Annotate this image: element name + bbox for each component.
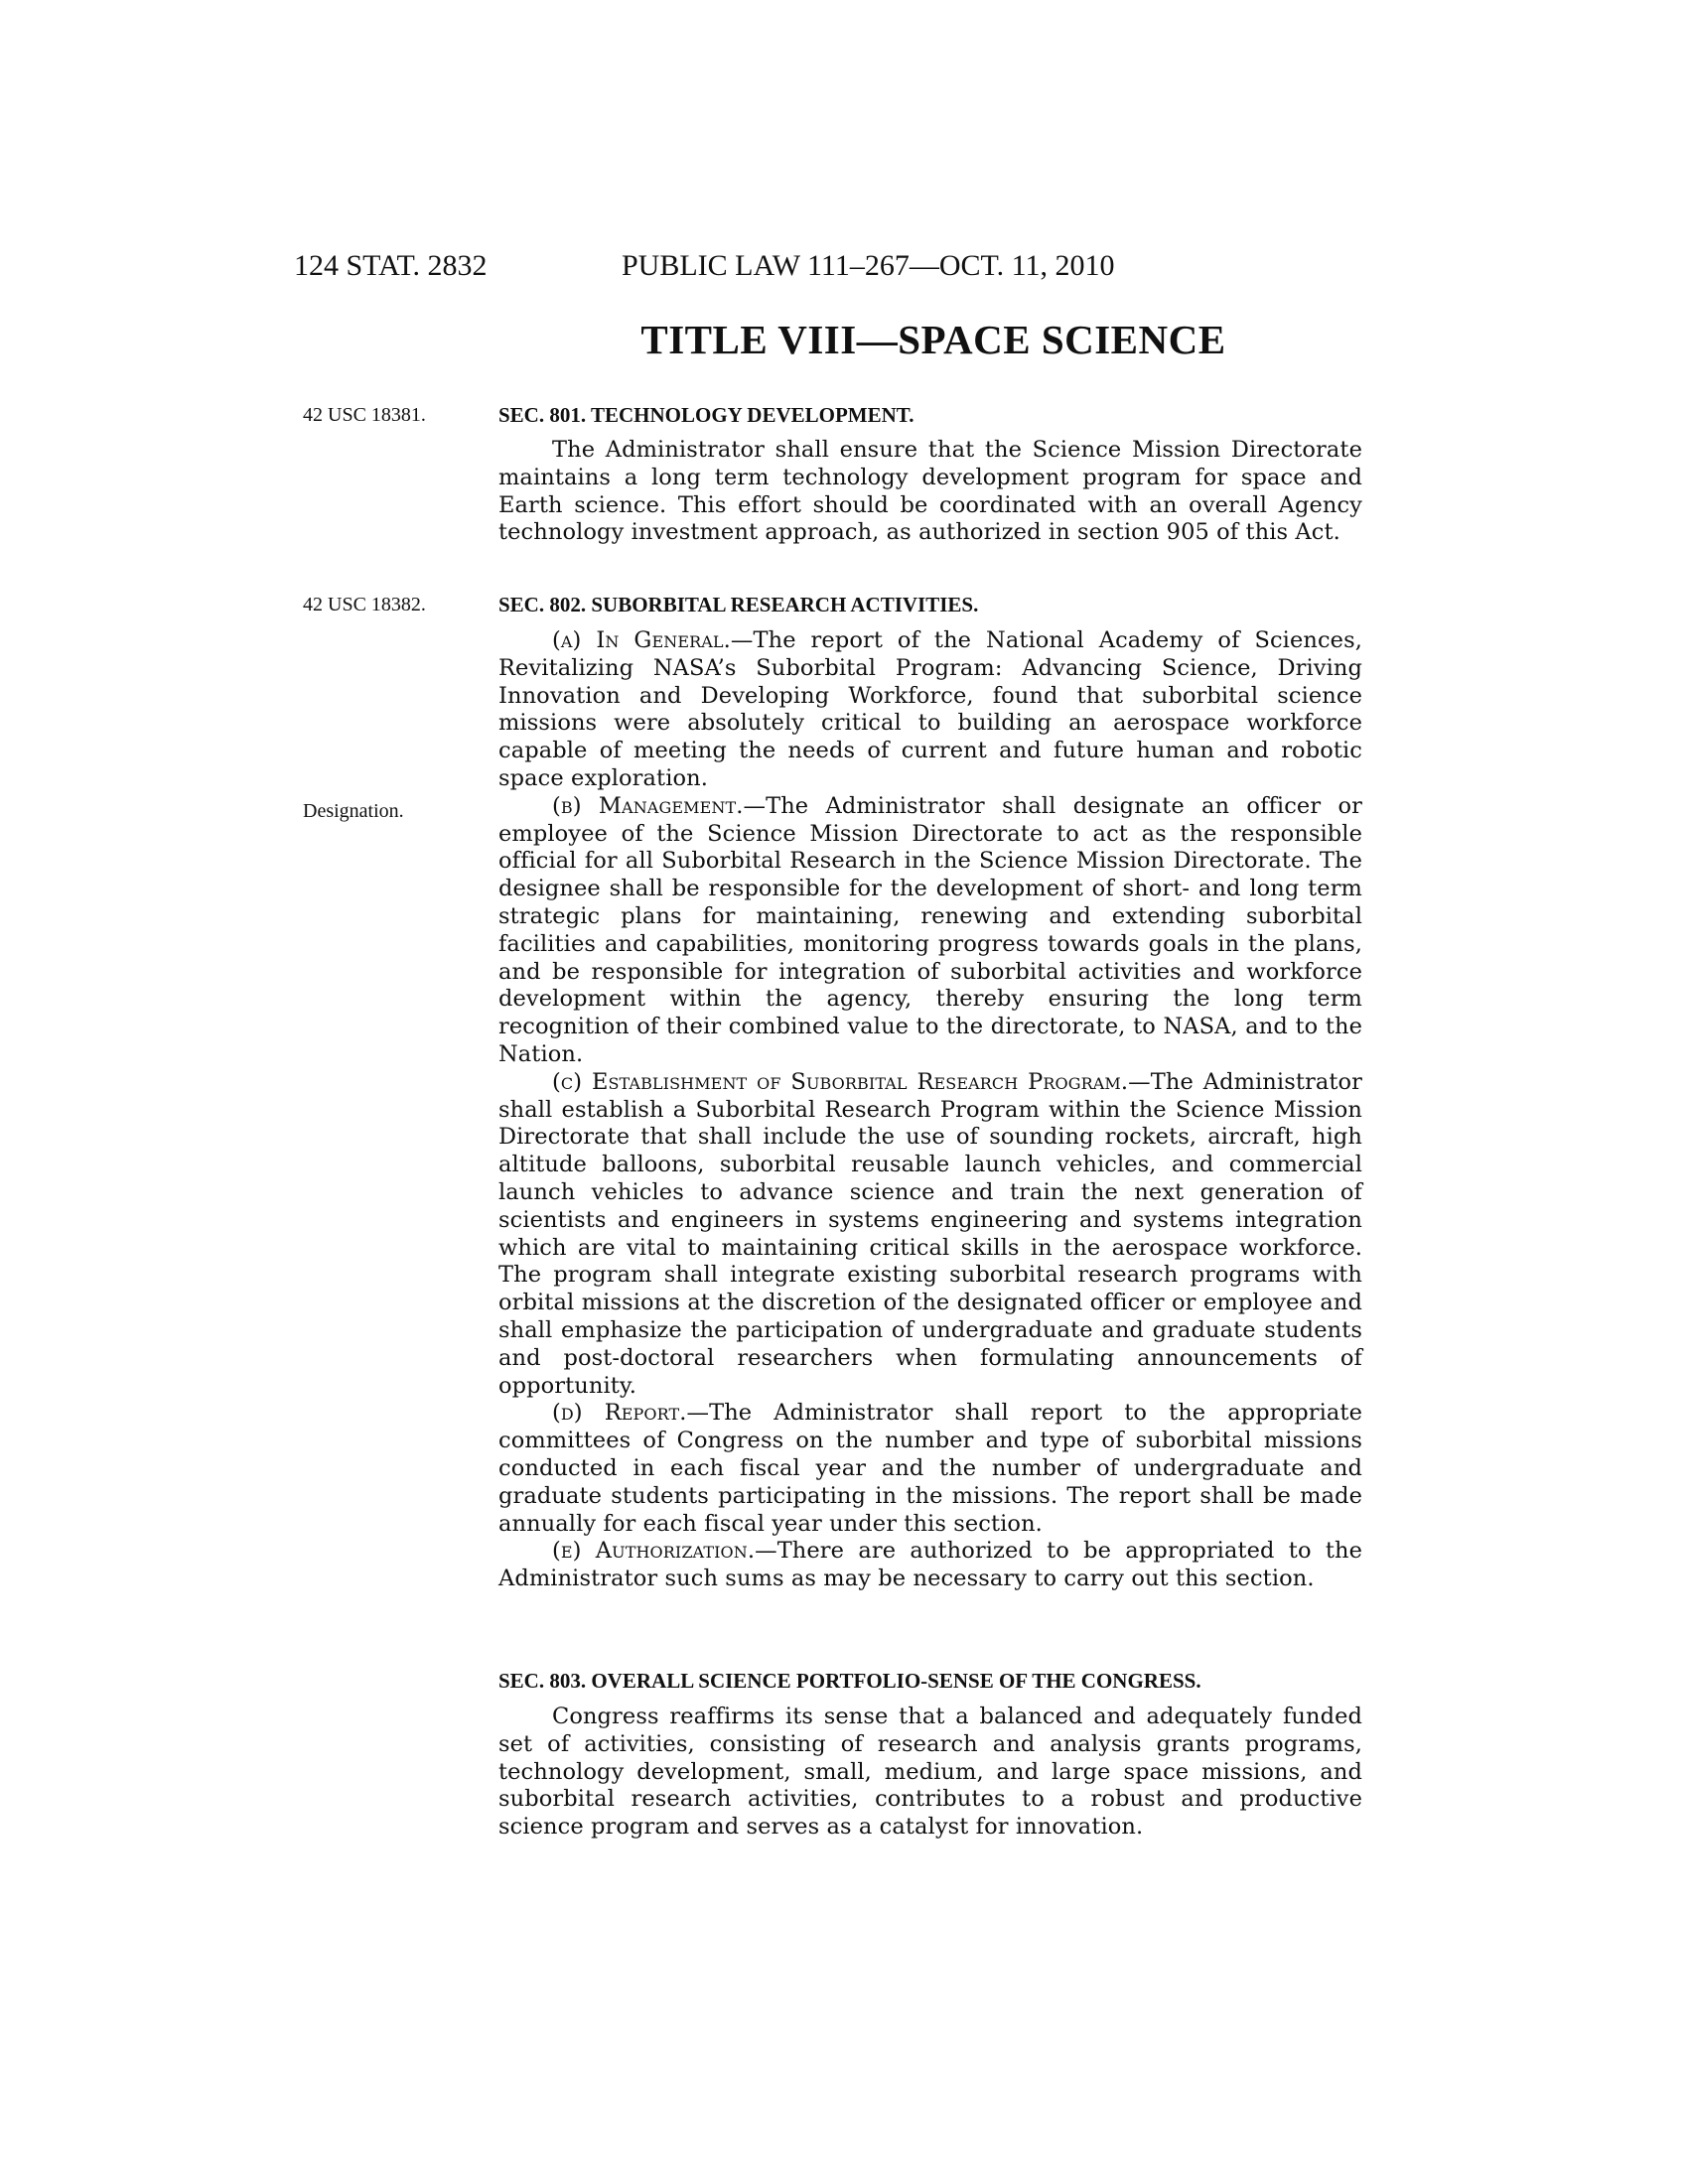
margin-note-usc-18381: 42 USC 18381. <box>303 404 426 426</box>
subsection-a <box>498 627 1362 793</box>
margin-note-usc-18382: 42 USC 18382. <box>303 594 426 615</box>
subsection-c-label: (c) Establishment of Suborbital Research Program.— <box>552 1068 1151 1095</box>
section-802-body <box>498 627 1362 1593</box>
margin-note-designation: Designation. <box>303 800 404 822</box>
subsection-c <box>498 1069 1362 1401</box>
subsection-b-text: The Administrator shall designate an officer or employee of the Science Mission Directorate to act as the responsible official for all Suborbital Research in the Science Mission Directorate. The designee shall be responsible for the development of short- and long term strategic plans for maintaining, renewing and extending suborbital facilities and capabilities, monitoring progress towards goals in the plans, and be responsible for integration of suborbital activities and workforce development within the agency, thereby ensuring the long term recognition of their combined value to the directorate, to NASA, and to the Nation. <box>498 792 1362 1067</box>
subsection-e-label: (e) Authorization.— <box>552 1538 777 1565</box>
subsection-a-label: (a) In General.— <box>552 627 754 653</box>
subsection-e-text: There are authorized to be appropriated to the Administrator such sums as may be necessary to carry out this section. <box>498 1538 1362 1592</box>
public-law-reference: PUBLIC LAW 111–267—OCT. 11, 2010 <box>622 249 1115 282</box>
subsection-d-label: (d) Report.— <box>552 1400 710 1427</box>
section-802-heading: SEC. 802. SUBORBITAL RESEARCH ACTIVITIES. <box>498 593 979 616</box>
subsection-b-label: (b) Management.— <box>552 792 767 819</box>
section-801-paragraph: The Administrator shall ensure that the Science Mission Directorate maintains a long term technology development program for space and Earth science. This effort should be coordinated with an overall Agency technology investment approach, as authorized in section 905 of this Act. <box>498 437 1362 546</box>
section-801-heading: SEC. 801. TECHNOLOGY DEVELOPMENT. <box>498 403 914 427</box>
statute-reference: 124 STAT. 2832 <box>294 249 488 282</box>
section-801-body <box>498 437 1362 547</box>
section-803-body <box>498 1704 1362 1842</box>
subsection-b <box>498 793 1362 1069</box>
subsection-a-text: The report of the National Academy of Sciences, Revitalizing NASA’s Suborbital Program: Advancing Science, Driving Innovation and Developing Workforce, found that suborbital science missions were absolutely critical to building an aerospace workforce capable of meeting the needs of current and future human and robotic space exploration. <box>498 627 1362 791</box>
section-803-paragraph: Congress reaffirms its sense that a balanced and adequately funded set of activities, consisting of research and analysis grants programs, technology development, small, medium, and large space missions, and suborbital research activities, contributes to a robust and productive science program and serves as a catalyst for innovation. <box>498 1704 1362 1841</box>
section-803-heading: SEC. 803. OVERALL SCIENCE PORTFOLIO-SENSE OF THE CONGRESS. <box>498 1669 1201 1693</box>
subsection-e <box>498 1538 1362 1593</box>
subsection-c-text: The Administrator shall establish a Suborbital Research Program within the Science Mission Directorate that shall include the use of sounding rockets, aircraft, high altitude balloons, suborbital reusable launch vehicles, and commercial launch vehicles to advance science and train the next generation of scientists and engineers in systems engineering and systems integration which are vital to maintaining critical skills in the aerospace workforce. The program shall integrate existing suborbital research programs with orbital missions at the discretion of the designated officer or employee and shall emphasize the participation of undergraduate and graduate students and post-doctoral researchers when formulating announcements of opportunity. <box>498 1068 1362 1399</box>
title-heading: TITLE VIII—SPACE SCIENCE <box>640 317 1226 362</box>
subsection-d-text: The Administrator shall report to the appropriate committees of Congress on the number and type of suborbital missions conducted in each fiscal year and the number of undergraduate and graduate students participating in the missions. The report shall be made annually for each fiscal year under this section. <box>498 1400 1362 1537</box>
subsection-d <box>498 1400 1362 1538</box>
